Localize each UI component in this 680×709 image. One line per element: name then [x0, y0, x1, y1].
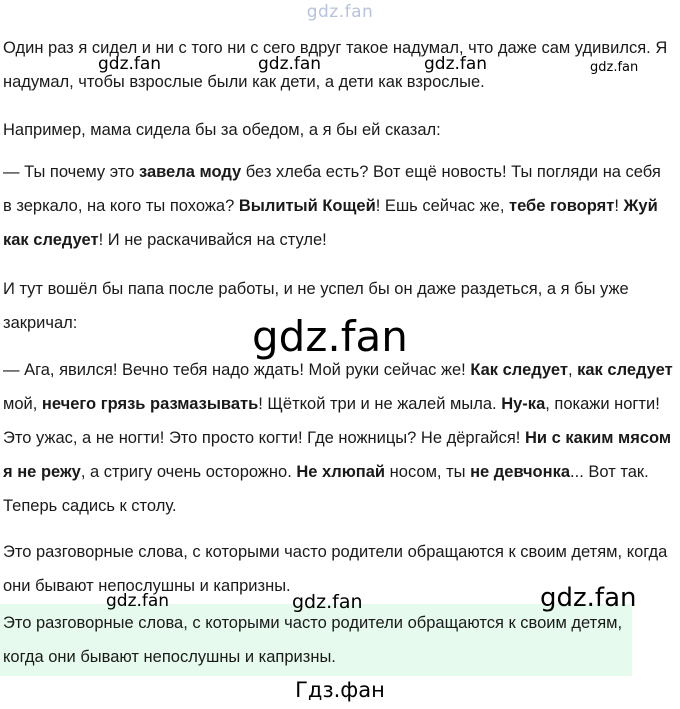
footer-watermark: Гдз.фан [295, 678, 385, 702]
watermark-top: gdz.fan [306, 2, 374, 22]
bold-phrase: Не хлюпай [296, 463, 386, 481]
text-segment: , а стригу очень осторожно. [80, 463, 297, 481]
bold-phrase: Ни с каким мясом я не режу [3, 429, 672, 481]
watermark: gdz.fan [590, 60, 639, 75]
watermark: gdz.fan [292, 591, 363, 613]
bold-phrase: Жуй как следует [3, 197, 658, 249]
watermark-center: gdz.fan [252, 312, 408, 361]
text-segment: — Ты почему это [3, 163, 139, 181]
bold-phrase: тебе говорят [509, 197, 615, 215]
bold-phrase: нечего грязь размазывать [41, 395, 259, 413]
text-segment: ! [614, 197, 624, 215]
text-segment: , покажи ногти! Это ужас, а не ногти! Это просто когти! Где ножницы? Не дёргайся! [3, 395, 660, 447]
text-segment: ! И не раскачивайся на стуле! [98, 231, 327, 249]
paragraph-6-explanation: Это разговорные слова, с которыми часто родители обращаются к своим детям, когда они бывают непослушны и капризны. [3, 543, 668, 595]
watermark: gdz.fan [424, 54, 488, 74]
bold-phrase: завела моду [138, 163, 242, 181]
text-segment: ! Щёткой три и не жалей мыла. [258, 395, 502, 413]
watermark: gdz.fan [540, 583, 637, 613]
bold-phrase: Как следует [470, 361, 568, 379]
paragraph-2: Например, мама сидела бы за обедом, а я бы ей сказал: [3, 121, 441, 139]
bold-phrase: Вылитый Кощей [238, 197, 376, 215]
paragraph-3-dialogue-mom [3, 155, 673, 257]
bold-phrase: как следует [577, 361, 673, 379]
bold-phrase: не девчонка [470, 463, 571, 481]
paragraph-5-dialogue-dad [3, 353, 673, 523]
text-segment: ! Ешь сейчас же, [375, 197, 509, 215]
answer-text: Это разговорные слова, с которыми часто родители обращаются к своим детям, когда они бывают непослушны и капризны. [3, 614, 623, 666]
text-segment: носом, ты [385, 463, 471, 481]
watermark: gdz.fan [106, 591, 170, 611]
paragraph-4: И тут вошёл бы папа после работы, и не успел бы он даже раздеться, а я бы уже закричал: [3, 280, 629, 332]
text-segment: — Ага, явился! Вечно тебя надо ждать! Мой руки сейчас же! [3, 361, 471, 379]
text-segment: , [567, 361, 578, 379]
text-segment: ... Вот так. Теперь садись к столу. [3, 463, 649, 515]
watermark: gdz.fan [98, 54, 162, 74]
paragraph-1: Один раз я сидел и ни с того ни с сего вдруг такое надумал, что даже сам удивился. Я надумал, чтобы взрослые были как дети, а дети как взрослые. [3, 39, 668, 91]
bold-phrase: Ну-ка [501, 395, 546, 413]
text-segment: без хлеба есть? Вот ещё новость! Ты погляди на себя в зеркало, на кого ты похожа? [3, 163, 661, 215]
watermark: gdz.fan [258, 54, 322, 74]
text-segment: мой, [3, 395, 42, 413]
